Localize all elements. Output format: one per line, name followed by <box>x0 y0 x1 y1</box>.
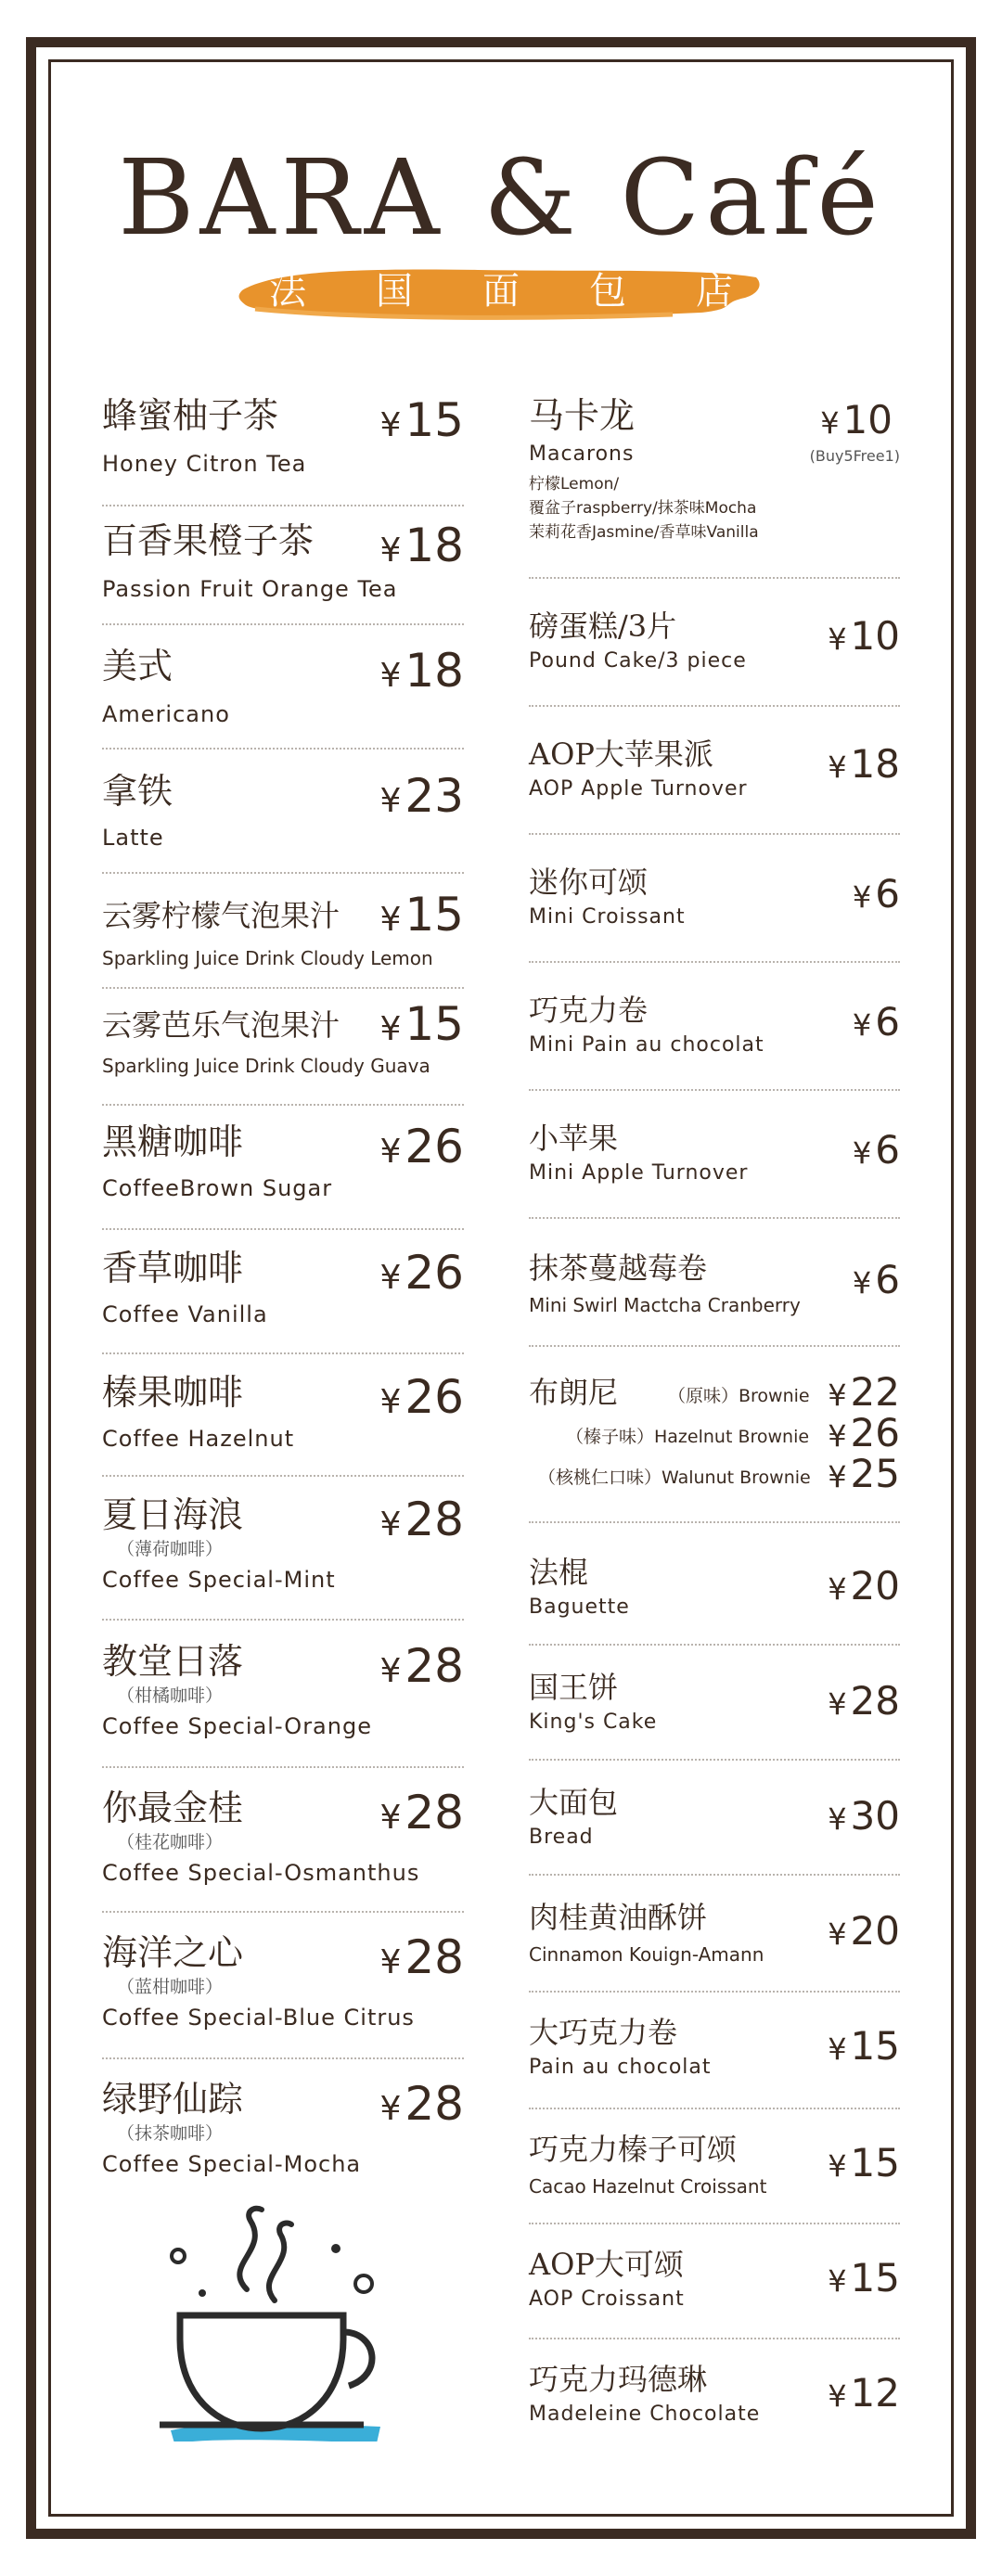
item-name-zh: 马卡龙 <box>529 395 636 436</box>
item-price: ¥28 <box>828 1678 900 1724</box>
item-name-en: King's Cake <box>529 1711 658 1734</box>
item-price: ¥18 <box>379 519 464 572</box>
item-price: ¥15 <box>828 2255 900 2300</box>
item-name-zh: 榛果咖啡 <box>102 1372 244 1413</box>
divider <box>102 505 464 506</box>
item-name-zh: AOP大可颂 <box>529 2247 684 2282</box>
item-name-zh: 国王饼 <box>529 1670 619 1705</box>
item-name-zh: 夏日海浪 <box>102 1494 244 1535</box>
divider <box>529 2223 900 2224</box>
item-note: （桂花咖啡） <box>117 1832 224 1852</box>
flavor-line: 覆盆子raspberry/抹茶味Mocha <box>529 499 757 518</box>
item-name-zh: 肉桂黄油酥饼 <box>529 1900 708 1935</box>
subtitle-char: 法 <box>269 270 306 313</box>
item-name-en: Coffee Vanilla <box>102 1301 268 1327</box>
item-name-zh: 绿野仙踪 <box>102 2079 244 2120</box>
item-price: ¥22 <box>828 1369 900 1415</box>
item-price: ¥6 <box>852 871 900 916</box>
item-name-zh: 蜂蜜柚子茶 <box>102 395 279 436</box>
item-name-en: Sparkling Juice Drink Cloudy Lemon <box>102 947 433 969</box>
item-note: （薄荷咖啡） <box>117 1539 224 1559</box>
divider <box>102 1911 464 1913</box>
item-name-en: Coffee Special-Mint <box>102 1567 336 1593</box>
item-price: ¥10 <box>820 397 893 442</box>
item-name-en: Bread <box>529 1826 594 1849</box>
divider <box>102 748 464 750</box>
item-price: ¥10 <box>828 613 900 659</box>
subtitle-char: 面 <box>482 270 520 313</box>
item-name-en: Pain au chocolat <box>529 2056 712 2079</box>
divider <box>102 1475 464 1477</box>
flavor-line: 茉莉花香Jasmine/香草味Vanilla <box>529 523 759 542</box>
item-price: ¥28 <box>379 1786 464 1839</box>
flavor-line: 柠檬Lemon/ <box>529 475 620 493</box>
divider <box>529 833 900 835</box>
item-price: ¥20 <box>828 1563 900 1608</box>
item-name-zh: 云雾柠檬气泡果汁 <box>102 898 340 933</box>
item-name-zh: 教堂日落 <box>102 1641 244 1682</box>
divider <box>102 1228 464 1230</box>
divider <box>529 961 900 963</box>
subtitle-char: 店 <box>696 270 733 313</box>
item-name-en: Pound Cake/3 piece <box>529 649 747 673</box>
item-name-zh: 巧克力榛子可颂 <box>529 2132 738 2167</box>
item-name-en: Cinnamon Kouign-Amann <box>529 1943 764 1966</box>
item-price: ¥18 <box>828 741 900 787</box>
item-name-zh: 黑糖咖啡 <box>102 1121 244 1162</box>
item-price: ¥12 <box>828 2370 900 2416</box>
item-price: ¥26 <box>379 1120 464 1173</box>
item-name-zh: AOP大苹果派 <box>529 737 713 772</box>
item-note: （柑橘咖啡） <box>117 1685 224 1706</box>
brownie-variant-label: （原味）Brownie <box>668 1386 810 1406</box>
item-name-zh: 小苹果 <box>529 1121 619 1156</box>
item-name-en: AOP Croissant <box>529 2288 685 2311</box>
item-name-en: Cacao Hazelnut Croissant <box>529 2175 767 2198</box>
item-name-en: Coffee Special-Orange <box>102 1713 372 1739</box>
item-price: ¥28 <box>379 1639 464 1693</box>
item-price: ¥15 <box>379 888 464 942</box>
item-name-en: Mini Swirl Mactcha Cranberry <box>529 1294 801 1316</box>
item-name-en: AOP Apple Turnover <box>529 777 748 801</box>
item-price: ¥15 <box>828 2140 900 2185</box>
coffee-cup-icon <box>158 2200 399 2441</box>
item-price: ¥28 <box>379 1493 464 1546</box>
brownie-variant-label: （核桃仁口味）Walunut Brownie <box>538 1467 811 1488</box>
item-price: ¥6 <box>852 1257 900 1302</box>
item-name-en: Mini Croissant <box>529 905 686 929</box>
divider <box>529 1874 900 1876</box>
item-price: ¥18 <box>379 644 464 698</box>
item-name-en: Coffee Special-Osmanthus <box>102 1860 420 1886</box>
divider <box>529 577 900 579</box>
item-name-en: Coffee Hazelnut <box>102 1426 295 1452</box>
item-name-en: CoffeeBrown Sugar <box>102 1175 333 1201</box>
item-name-zh: 百香果橙子茶 <box>102 520 315 561</box>
item-name-zh: 抹茶蔓越莓卷 <box>529 1250 708 1286</box>
item-name-zh: 巧克力玛德琳 <box>529 2362 708 2397</box>
item-name-zh: 巧克力卷 <box>529 993 649 1028</box>
brownie-variant-label: （榛子味）Hazelnut Brownie <box>566 1427 810 1447</box>
divider <box>102 1104 464 1106</box>
item-name-en: Mini Pain au chocolat <box>529 1033 764 1057</box>
item-price: ¥23 <box>379 769 464 823</box>
divider <box>529 1521 900 1523</box>
item-name-zh: 磅蛋糕/3片 <box>529 609 677 644</box>
item-name-zh: 你最金桂 <box>102 1788 244 1828</box>
item-name-en: Honey Citron Tea <box>102 451 307 477</box>
item-name-en: Passion Fruit Orange Tea <box>102 576 398 602</box>
divider <box>102 1619 464 1621</box>
item-name-zh: 拿铁 <box>102 771 173 812</box>
divider <box>529 1217 900 1219</box>
item-price: ¥15 <box>828 2023 900 2069</box>
divider <box>529 2338 900 2339</box>
item-name-zh: 香草咖啡 <box>102 1248 244 1288</box>
item-name-zh: 法棍 <box>529 1555 589 1590</box>
item-price: ¥15 <box>379 997 464 1051</box>
item-name-en: Latte <box>102 825 164 851</box>
item-price: ¥6 <box>852 1127 900 1173</box>
subtitle-char: 包 <box>589 270 626 313</box>
divider <box>102 987 464 989</box>
item-name-en: Baguette <box>529 1596 630 1619</box>
divider <box>102 1352 464 1354</box>
item-name-en: Madeleine Chocolate <box>529 2403 761 2426</box>
item-name-en: Macarons <box>529 442 635 466</box>
item-name-en: Americano <box>102 701 230 727</box>
item-name-en: Mini Apple Turnover <box>529 1161 749 1185</box>
item-name-en: Coffee Special-Mocha <box>102 2151 362 2177</box>
item-name-zh: 美式 <box>102 646 173 686</box>
item-price: ¥25 <box>828 1451 900 1496</box>
divider <box>529 1991 900 1993</box>
item-price: ¥26 <box>379 1370 464 1424</box>
divider <box>529 1345 900 1347</box>
item-name-zh: 大巧克力卷 <box>529 2015 678 2050</box>
promo-note: (Buy5Free1) <box>809 447 900 465</box>
item-note: （抹茶咖啡） <box>117 2123 224 2144</box>
item-name-zh: 海洋之心 <box>102 1932 244 1973</box>
item-price: ¥6 <box>852 999 900 1044</box>
divider <box>529 1759 900 1761</box>
item-name-zh: 云雾芭乐气泡果汁 <box>102 1007 340 1043</box>
item-price: ¥28 <box>379 1930 464 1984</box>
divider <box>529 1089 900 1091</box>
item-price: ¥15 <box>379 393 464 447</box>
item-name-zh: 布朗尼 <box>529 1375 619 1410</box>
subtitle-char: 国 <box>376 270 413 313</box>
divider <box>529 705 900 707</box>
divider <box>102 2057 464 2059</box>
divider <box>102 1766 464 1768</box>
item-price: ¥26 <box>379 1246 464 1300</box>
subtitle <box>269 265 733 317</box>
item-price: ¥30 <box>828 1793 900 1839</box>
page-title: BARA & Café <box>118 138 884 259</box>
item-name-zh: 大面包 <box>529 1785 619 1820</box>
item-name-zh: 迷你可颂 <box>529 865 649 900</box>
item-price: ¥20 <box>828 1908 900 1954</box>
divider <box>102 872 464 874</box>
divider <box>102 623 464 625</box>
item-price: ¥28 <box>379 2077 464 2131</box>
item-price: ¥26 <box>828 1410 900 1455</box>
divider <box>529 2108 900 2109</box>
divider <box>529 1644 900 1646</box>
item-name-en: Coffee Special-Blue Citrus <box>102 2005 415 2031</box>
item-note: （蓝柑咖啡） <box>117 1977 224 1997</box>
item-name-en: Sparkling Juice Drink Cloudy Guava <box>102 1055 430 1077</box>
